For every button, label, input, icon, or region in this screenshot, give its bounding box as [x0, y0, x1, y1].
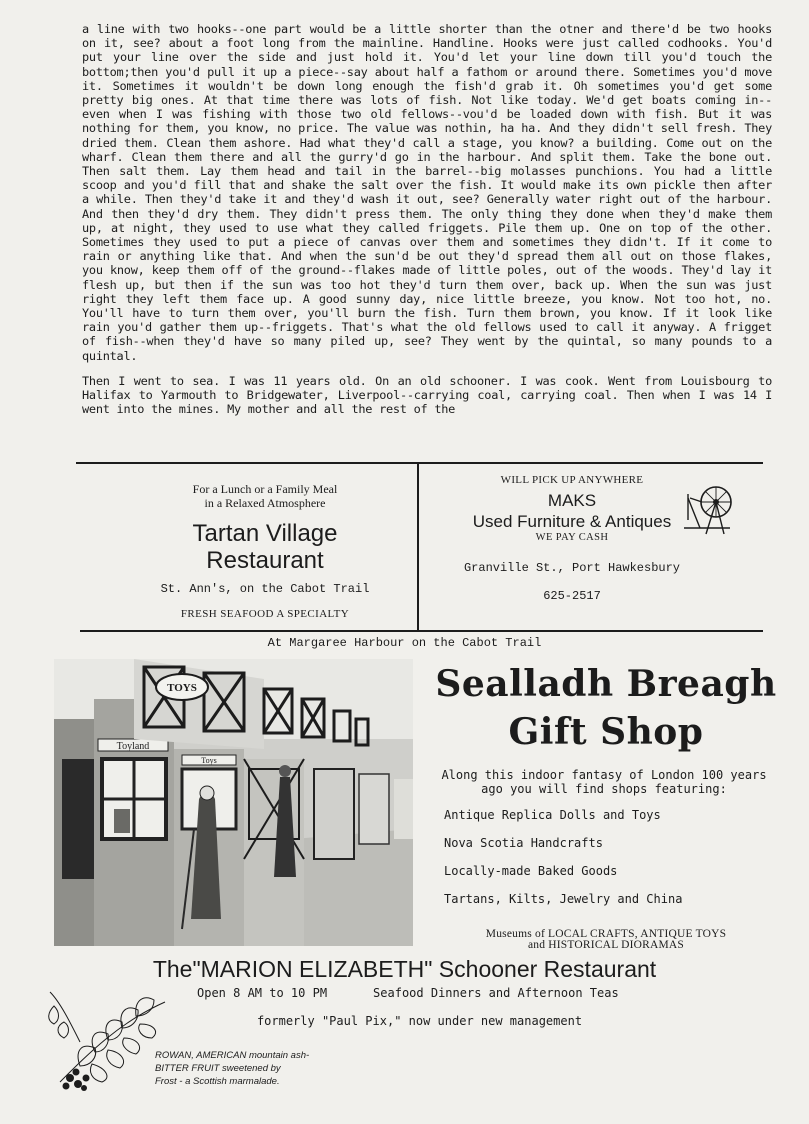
store-cash: WE PAY CASH [535, 532, 609, 543]
restaurant-name: Restaurant [206, 547, 324, 574]
store-address: Granville St., Port Hawkesbury [463, 561, 681, 575]
ad-tagline: in a Relaxed Atmosphere [204, 496, 326, 510]
ad-tagline: For a Lunch or a Family Meal [192, 482, 338, 496]
list-item: Tartans, Kilts, Jewelry and China [444, 892, 683, 906]
museums-note [436, 929, 776, 951]
gift-shop-title-line: Gift Shop [508, 711, 704, 753]
spinning-wheel-icon [680, 484, 738, 540]
restaurant-name: Tartan Village [192, 520, 338, 547]
toys-sign-small: Toys [201, 756, 217, 765]
toys-sign: TOYS [167, 682, 197, 694]
story-text [82, 22, 772, 416]
museums-line: and HISTORICAL DIORAMAS [527, 939, 685, 951]
divider [417, 464, 419, 632]
gift-shop-title-line: Sealladh Breagh [435, 663, 777, 705]
schooner-hours: Open 8 AM to 10 PM [197, 986, 328, 1000]
store-phone: 625-2517 [543, 589, 601, 603]
gift-shop-features [444, 808, 682, 920]
restaurant-specialty: FRESH SEAFOOD A SPECIALTY [180, 608, 350, 620]
rowan-note [155, 1049, 365, 1088]
restaurant-location: St. Ann's, on the Cabot Trail [160, 582, 370, 596]
ad-tagline: WILL PICK UP ANYWHERE [500, 474, 644, 486]
rowan-note-line: Frost - a Scottish marmalade. [155, 1076, 280, 1087]
museums-line: Museums of LOCAL CRAFTS, ANTIQUE TOYS [485, 928, 727, 940]
gift-shop-intro: Along this indoor fantasy of London 100 years ago you will find shops featuring: [441, 768, 767, 796]
list-item: Locally-made Baked Goods [444, 864, 618, 878]
rowan-note-line: BITTER FRUIT sweetened by [155, 1063, 281, 1074]
rowan-note-line: ROWAN, AMERICAN mountain ash- [155, 1050, 310, 1061]
list-item: Nova Scotia Handcrafts [444, 836, 603, 850]
shop-interior-illustration [54, 659, 413, 946]
list-item: Antique Replica Dolls and Toys [444, 808, 661, 822]
story-paragraph: Then I went to sea. I was 11 years old. On an old schooner. I was cook. Went from Louisbourg to Halifax to Yarmouth to Bridgewater, Liverpool--carrying coal, carrying coal. Then when I was 14 I went into the mines. My mother and all the rest of the [82, 373, 772, 417]
store-subtitle: Used Furniture & Antiques [472, 512, 672, 531]
story-paragraph: a line with two hooks--one part would be a little shorter than the otner and there'd be two hooks on it, see? about a foot long from the mainline. Handline. Hooks were just called codhooks. You'd put your line over the side and just hold it. You'd let your line down till you'd touch the bottom;then you'd pull it up a piece--say about half a fathom or around there. Sometimes you'd move it. Sometimes it wouldn't be down long enough the fish'd grab it. Oh sometimes you'd get some pretty big ones. At that time there was lots of fish. Not like today. We'd get boats coming in--even when I was fishing with those two old fellows--vou'd be loaded down with fish. But it was nothing for them, you know, no price. The value was nothin, ha ha. And they didn't sell fresh. They dried them. Clean them ashore. Had what they'd call a stage, you know? a building. Come out on the wharf. Clean them there and all the gurry'd go in the harbour. And split them. Take the bone out. Then salt them. Lay them head and tail in the barrel--big molasses punchions. You had a little scoop and you'd fill that and shake the salt over the fish. It would make its own pickle then after a while. Then they'd take it and they'd wash it out, see? Generally water right out of the harbour. And then they'd dry them. They didn't press them. The only thing they done when they'd make them up, at night, they used to use what they called friggets. Pile them up. One on top of the other. Sometimes they used to put a piece of canvas over them and sometimes they didn't. If it come to rain or anything like that. And when the sun'd be out they'd spread them all out on those flakes, you know, keep them off of the ground--flakes made of little poles, out of the woods. They'd lay it flesh up, but then if the sun was too hot they'd turn them over, back up. When the sun was just right they left them face up. A good sunny day, nice little breeze, you know. Not too hot, no. You'll have to turn them over, you'll burn the fish. Turn them brown, you know. If it look like rain you'd gather them up--friggets. That's what the old fellows used to call it anyway. A frigget of fish--when they'd have so many piled up, see? They went by the quintal, so many pounds to a quintal. [82, 22, 772, 363]
divider [76, 462, 763, 464]
gift-shop-title [420, 660, 792, 756]
maks-ad [422, 474, 722, 603]
gift-shop-location: At Margaree Harbour on the Cabot Trail [267, 636, 542, 650]
schooner-formerly: formerly "Paul Pix," now under new management [256, 1014, 583, 1028]
tartan-village-ad [120, 482, 410, 620]
schooner-hours-line [197, 986, 619, 1000]
schooner-menu: Seafood Dinners and Afternoon Teas [373, 986, 619, 1000]
toyland-sign: Toyland [116, 741, 150, 752]
store-name: MAKS [547, 491, 597, 510]
divider [80, 630, 763, 632]
schooner-restaurant-name: The"MARION ELIZABETH" Schooner Restaurant [152, 956, 657, 982]
shop-interior-photo [54, 659, 413, 946]
